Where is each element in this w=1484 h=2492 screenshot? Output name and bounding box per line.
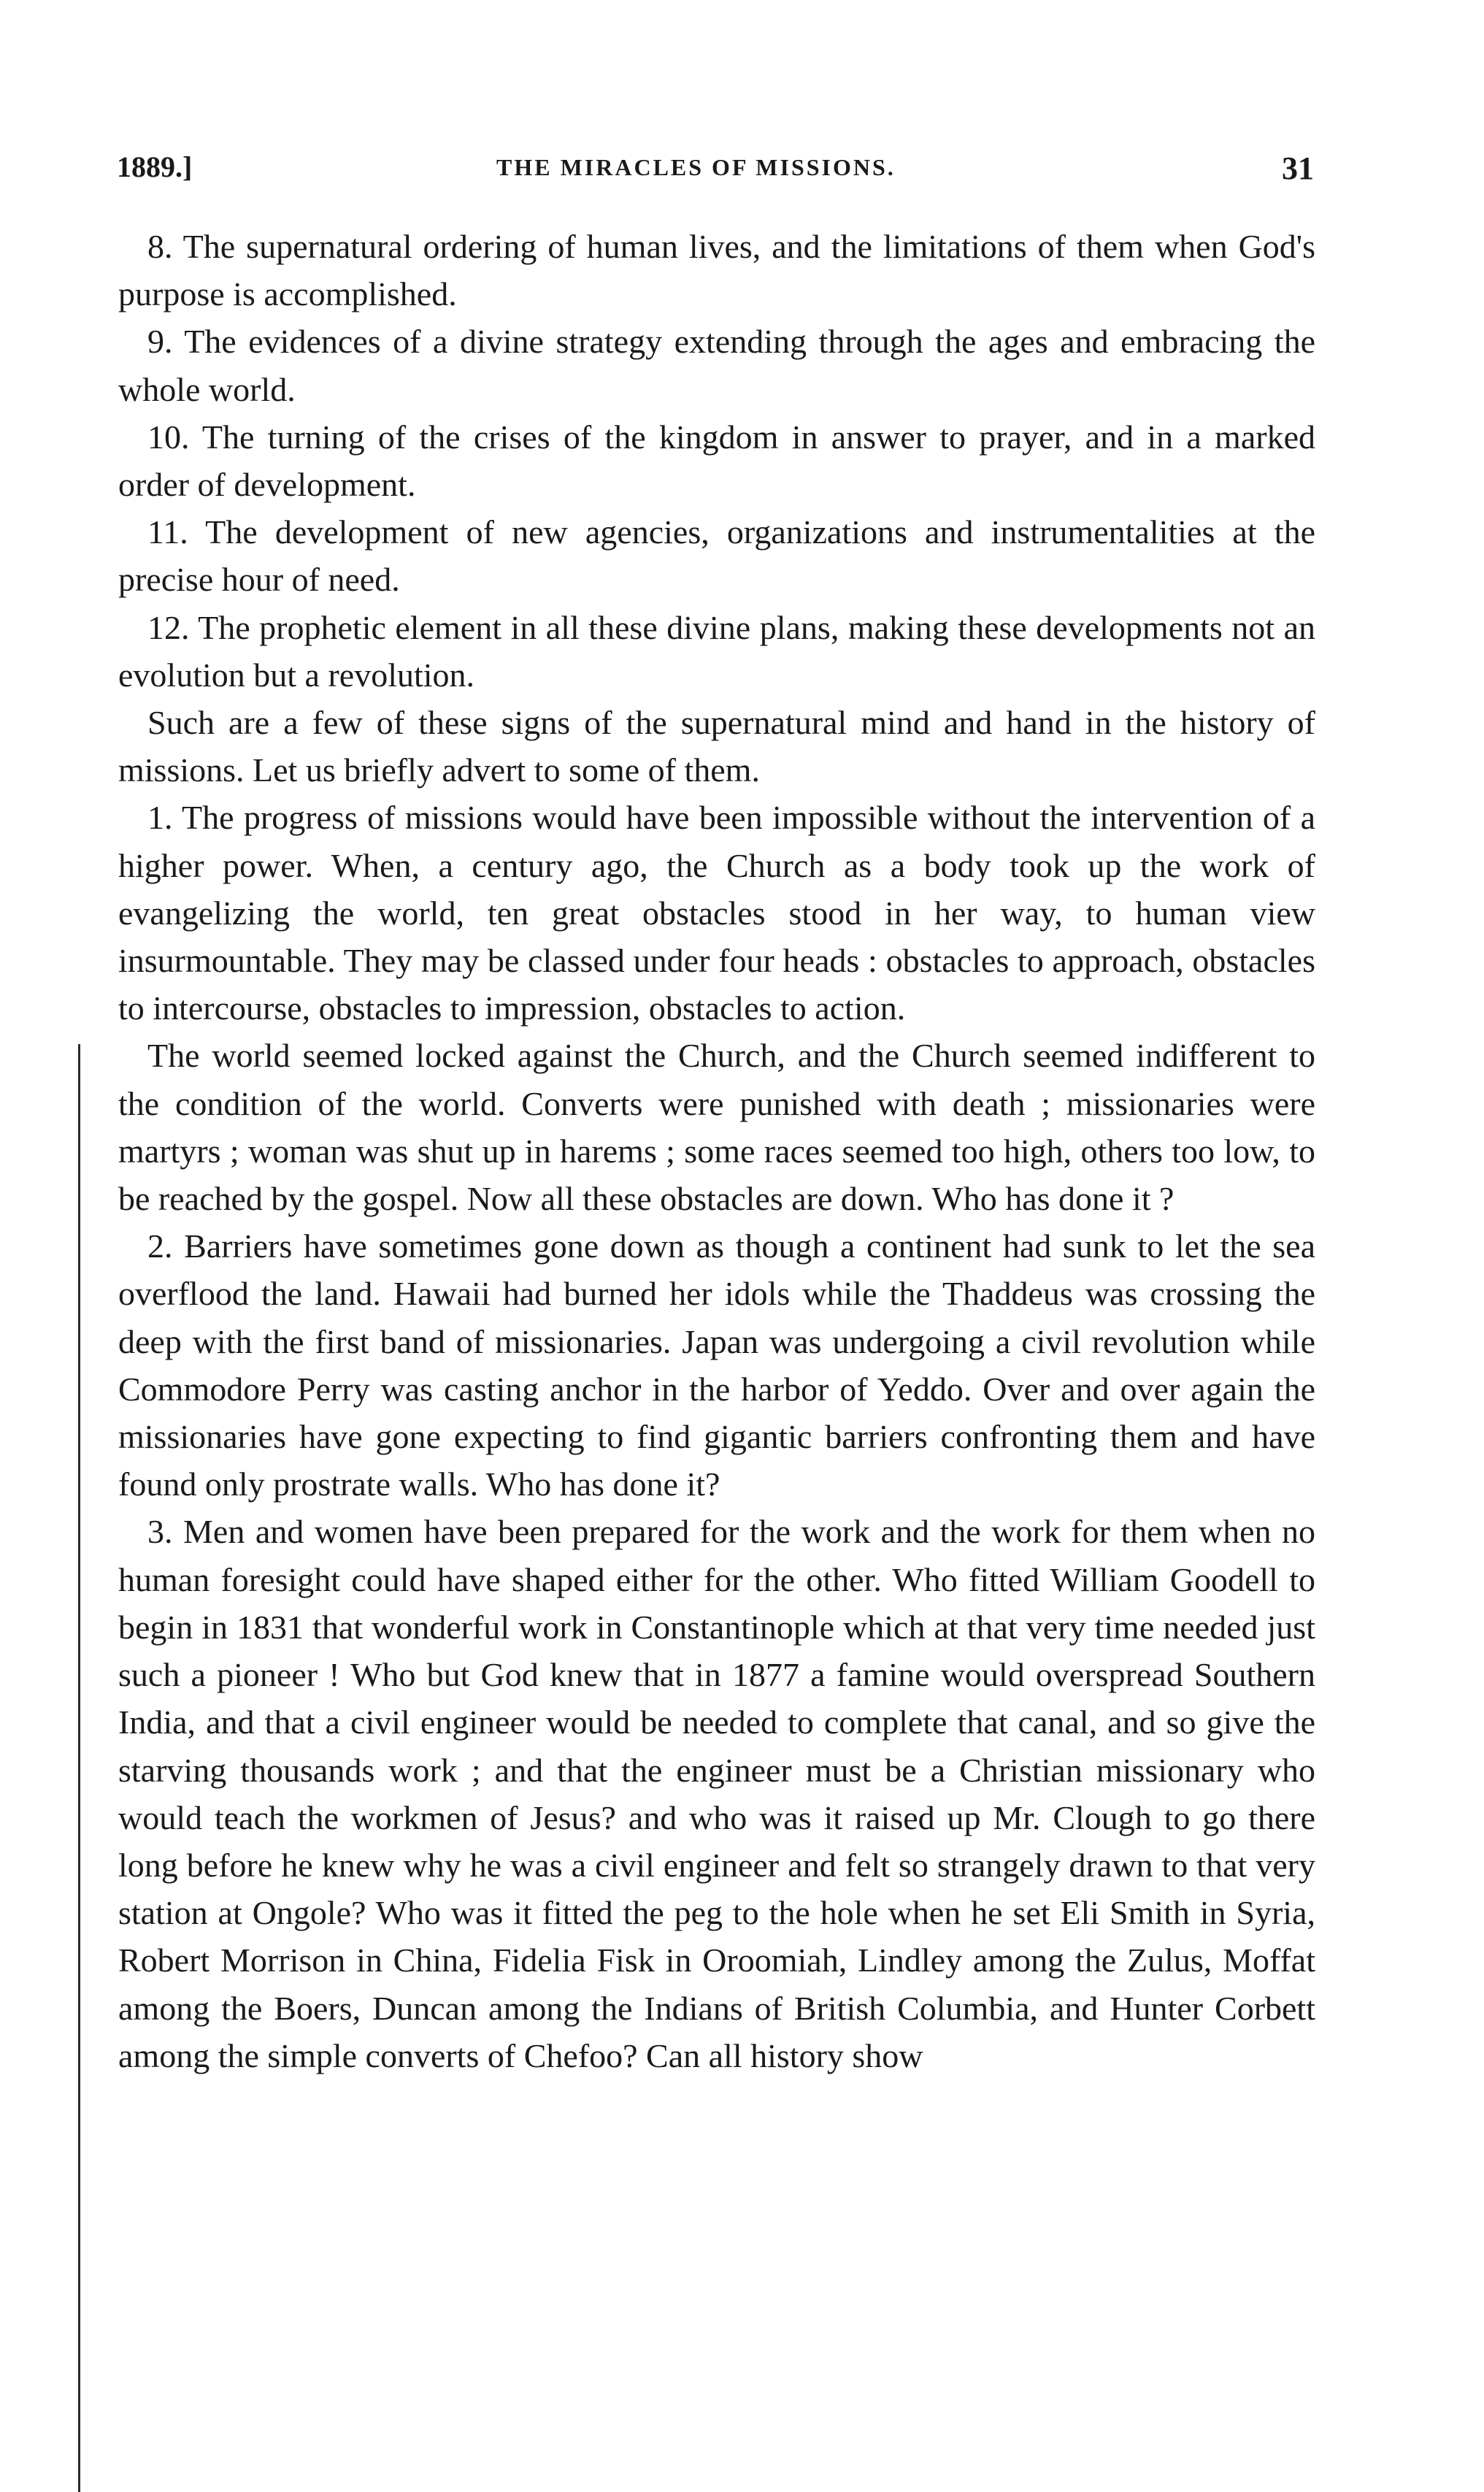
- header-year: 1889.]: [117, 150, 193, 183]
- paragraph-summary: Such are a few of these signs of the supernatural mind and hand in the history of missions. Let us briefly advert to some of them.: [118, 704, 1315, 789]
- paragraph-item-9: 9. The evidences of a divine strategy extending through the ages and embracing the whole world.: [118, 323, 1315, 408]
- paragraph-item-8: 8. The supernatural ordering of human lives, and the limitations of them when God's purpose is accomplished.: [118, 228, 1315, 313]
- paragraph-item-10: 10. The turning of the crises of the kingdom in answer to prayer, and in a marked order of development.: [118, 418, 1315, 504]
- paragraph-point-2: 2. Barriers have sometimes gone down as though a continent had sunk to let the sea overflood the land. Hawaii had burned her idols while the Thaddeus was crossing the deep with the first band of missionaries. Japan was undergoing a civil revolution while Commodore Perry was casting anchor in the harbor of Yeddo. Over and over again the missionaries have gone expecting to find gigantic barriers confronting them and have found only prostrate walls. Who has done it?: [118, 1227, 1315, 1503]
- page-number: 31: [1282, 150, 1314, 186]
- header-title: THE MIRACLES OF MISSIONS.: [496, 154, 896, 180]
- body-text: [118, 223, 1315, 2079]
- paragraph-point-1: 1. The progress of missions would have been impossible without the intervention of a higher power. When, a century ago, the Church as a body took up the work of evangelizing the world, ten great obstacles stood in her way, to human view insurmountable. They may be classed under four heads : obstacles to approach, obstacles to intercourse, obstacles to impression, obstacles to action.: [118, 799, 1315, 1027]
- paragraph-item-12: 12. The prophetic element in all these divine plans, making these developments not an evolution but a revolution.: [118, 608, 1315, 694]
- paragraph-point-3: 3. Men and women have been prepared for the work and the work for them when no human foresight could have shaped either for the other. Who fitted William Goodell to begin in 1831 that wonderful work in Constantinople which at that very time needed just such a pioneer ! Who but God knew that in 1877 a famine would overspread Southern India, and that a civil engineer would be needed to complete that canal, and so give the starving thousands work ; and that the engineer must be a Christian missionary who would teach the workmen of Jesus? and who was it raised up Mr. Clough to go there long before he knew why he was a civil engineer and felt so strangely drawn to that very station at Ongole? Who was it fitted the peg to the hole when he set Eli Smith in Syria, Robert Morrison in China, Fidelia Fisk in Oroomiah, Lindley among the Zulus, Moffat among the Boers, Duncan among the Indians of British Columbia, and Hunter Corbett among the simple converts of Chefoo? Can all history show: [118, 1513, 1315, 2074]
- paragraph-item-11: 11. The development of new agencies, organizations and instrumentalities at the precise hour of need.: [118, 513, 1315, 599]
- margin-rule: [78, 1044, 80, 2492]
- paragraph-world-locked: The world seemed locked against the Church, and the Church seemed indifferent to the condition of the world. Converts were punished with death ; missionaries were martyrs ; woman was shut up in harems ; some races seemed too high, others too low, to be reached by the gospel. Now all these obstacles are down. Who has done it ?: [118, 1037, 1315, 1218]
- running-header: [117, 150, 1314, 193]
